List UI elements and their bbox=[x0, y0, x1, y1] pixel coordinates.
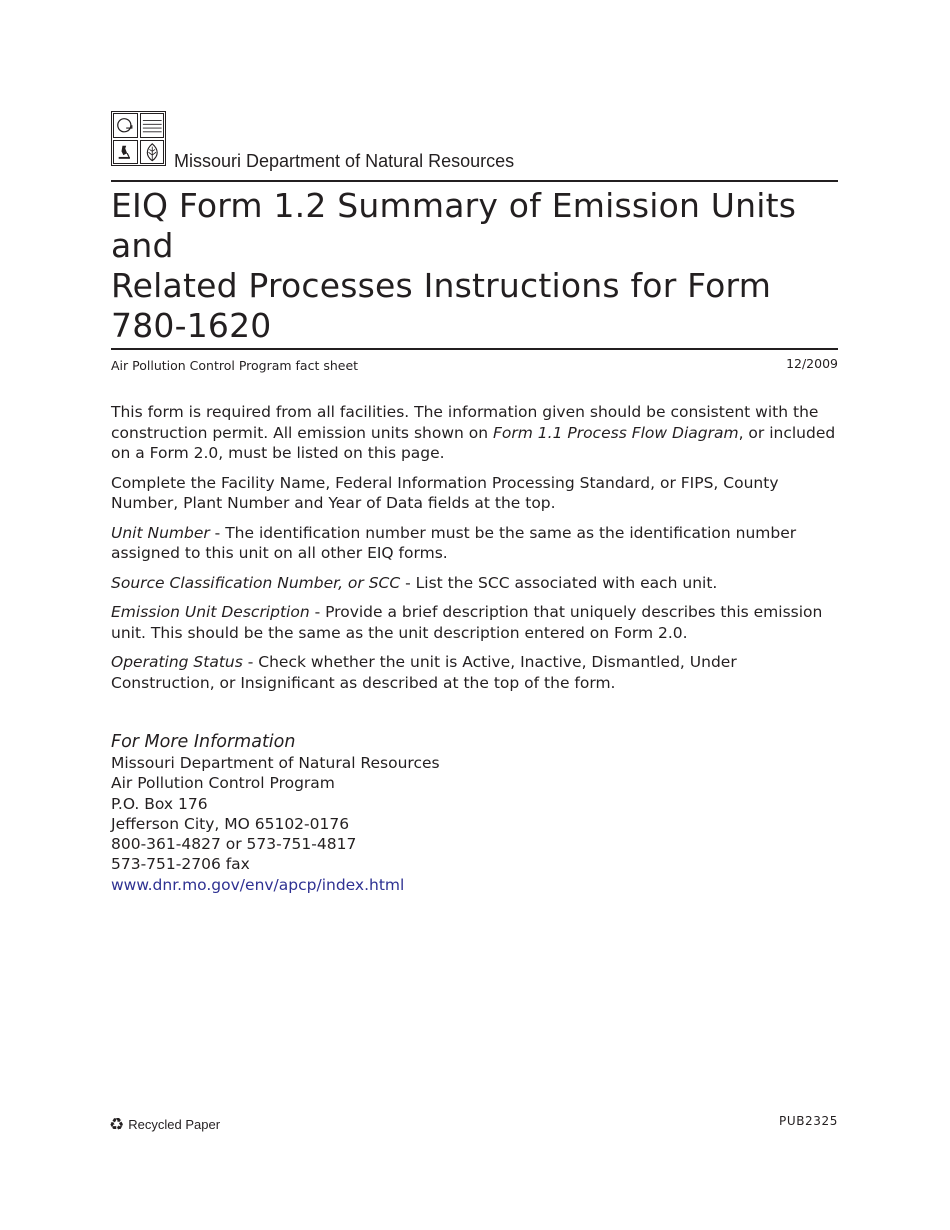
header-logo-row bbox=[111, 111, 838, 171]
paragraph-unit-number bbox=[111, 523, 838, 564]
issue-date: 12/2009 bbox=[786, 356, 838, 371]
contact-line: Missouri Department of Natural Resources bbox=[111, 754, 440, 772]
publication-number: PUB2325 bbox=[779, 1114, 838, 1128]
air-icon bbox=[113, 113, 138, 138]
paragraph-scc bbox=[111, 573, 838, 594]
contact-line: 573-751-2706 fax bbox=[111, 855, 250, 874]
paragraph-text: , or included on a Form 2.0, must be listed on this page. bbox=[111, 423, 836, 462]
term-scc: Source Classification Number, or SCC bbox=[111, 573, 401, 592]
term-operating-status: Operating Status bbox=[111, 653, 243, 671]
title-line-2: Related Processes Instructions for Form 780-1620 bbox=[111, 266, 772, 345]
contact-line: 800-361-4827 or 573-751-4817 bbox=[111, 835, 357, 854]
title-rule-bottom bbox=[111, 348, 838, 350]
title-rule-top bbox=[111, 180, 838, 182]
dnr-logo bbox=[111, 111, 166, 166]
agency-name: Missouri Department of Natural Resources bbox=[174, 151, 515, 171]
contact-heading: For More Information bbox=[111, 732, 296, 752]
paragraph-requirement bbox=[111, 402, 838, 464]
contact-line: Jefferson City, MO 65102-0176 bbox=[111, 814, 350, 833]
paragraph-unit-description bbox=[111, 602, 838, 643]
subtitle-row bbox=[111, 356, 838, 378]
paragraph-text: This form is required from all facilities. The information given should be consistent with the construction permit. All emission units shown on bbox=[111, 403, 819, 442]
paragraph-text: - List the SCC associated with each unit. bbox=[400, 573, 718, 592]
science-icon bbox=[113, 140, 138, 165]
leaf-icon bbox=[140, 140, 165, 165]
paragraph-header-fields: Complete the Facility Name, Federal Information Processing Standard, or FIPS, County Number, Plant Number and Year of Data fields at the top. bbox=[111, 473, 779, 512]
term-unit-number: Unit Number bbox=[111, 523, 210, 542]
title-line-1: EIQ Form 1.2 Summary of Emission Units and bbox=[111, 186, 797, 265]
page-title bbox=[111, 186, 838, 346]
recycle-icon: ♻ bbox=[109, 1115, 125, 1134]
contact-section bbox=[111, 731, 838, 895]
water-icon bbox=[140, 113, 165, 138]
recycled-label: Recycled Paper bbox=[128, 1117, 221, 1132]
paragraph-text: - The identification number must be the same as the identification number assigned to this unit on all other EIQ forms. bbox=[111, 523, 797, 562]
contact-line: P.O. Box 176 bbox=[111, 794, 208, 813]
website-link[interactable]: www.dnr.mo.gov/env/apcp/index.html bbox=[111, 875, 405, 894]
paragraph-text: - Provide a brief description that uniquely describes this emission unit. This should be the same as the unit description entered on Form 2.0. bbox=[111, 603, 823, 642]
contact-line: Air Pollution Control Program bbox=[111, 774, 335, 793]
term-unit-description: Emission Unit Description bbox=[111, 603, 310, 621]
paragraph-operating-status bbox=[111, 652, 838, 693]
fact-sheet-page bbox=[111, 111, 838, 895]
recycled-paper-note bbox=[109, 1116, 220, 1133]
program-label: Air Pollution Control Program fact sheet bbox=[111, 358, 359, 373]
instructions-body bbox=[111, 402, 838, 693]
form-reference: Form 1.1 Process Flow Diagram bbox=[492, 423, 739, 442]
paragraph-text: - Check whether the unit is Active, Inactive, Dismantled, Under Construction, or Insignificant as described at the top of the form. bbox=[111, 653, 737, 692]
